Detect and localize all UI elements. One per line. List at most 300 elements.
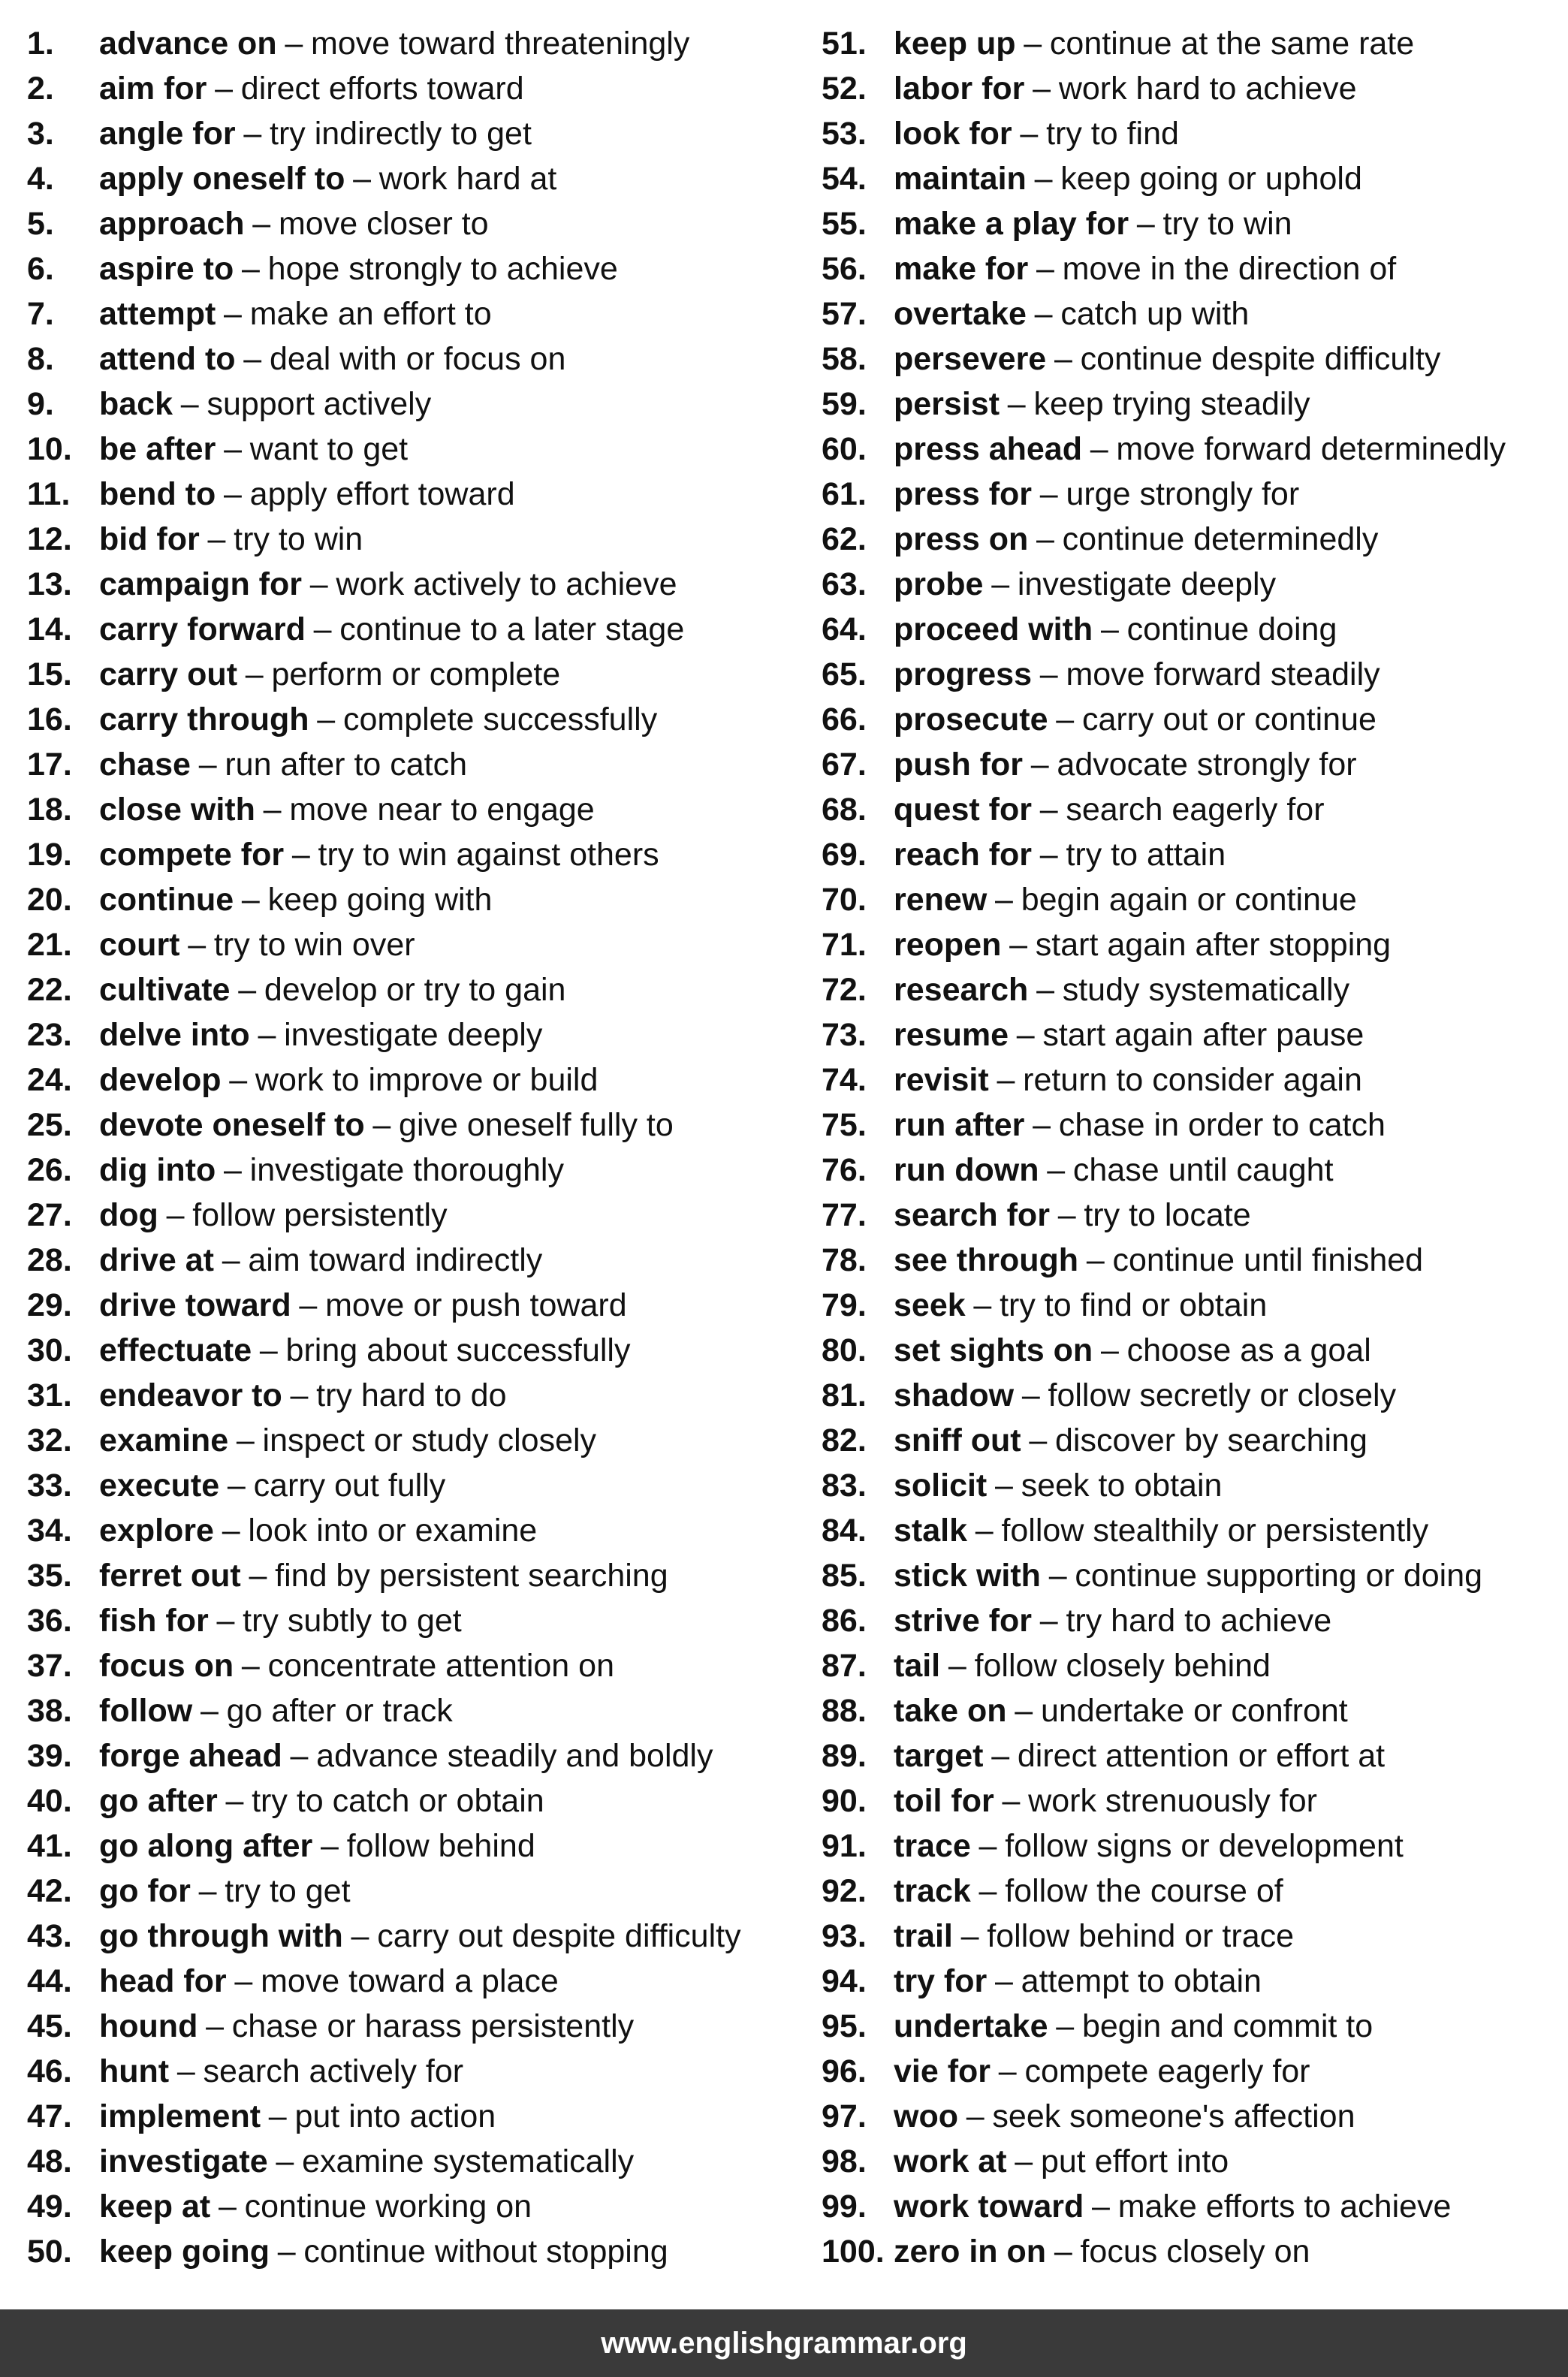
item-number: 27. bbox=[27, 1197, 72, 1233]
item-text bbox=[99, 1508, 537, 1553]
item-text bbox=[894, 1643, 1271, 1688]
item-definition: move forward steadily bbox=[1066, 656, 1380, 692]
list-item bbox=[822, 967, 1565, 1012]
item-number: 22. bbox=[27, 972, 72, 1008]
item-text bbox=[894, 1553, 1482, 1598]
item-text bbox=[99, 922, 415, 967]
item-text bbox=[894, 562, 1276, 607]
item-number: 99. bbox=[822, 2188, 867, 2225]
item-definition: follow persistently bbox=[192, 1197, 448, 1233]
item-separator: – bbox=[1015, 1693, 1033, 1729]
item-term: bend to bbox=[99, 476, 216, 512]
item-text bbox=[99, 832, 659, 877]
list-item bbox=[27, 1418, 808, 1463]
item-definition: move or push toward bbox=[325, 1287, 627, 1323]
item-term: probe bbox=[894, 566, 984, 602]
item-definition: concentrate attention on bbox=[267, 1648, 614, 1684]
item-definition: work strenuously for bbox=[1028, 1783, 1317, 1819]
item-text bbox=[99, 1553, 668, 1598]
item-term: search for bbox=[894, 1197, 1050, 1233]
item-term: bid for bbox=[99, 521, 200, 557]
item-text bbox=[99, 2139, 634, 2184]
item-separator: – bbox=[309, 566, 328, 602]
item-separator: – bbox=[238, 972, 257, 1008]
item-term: woo bbox=[894, 2098, 958, 2134]
item-number: 16. bbox=[27, 701, 72, 738]
item-definition: keep going or uphold bbox=[1060, 161, 1362, 197]
item-definition: direct efforts toward bbox=[240, 71, 524, 107]
item-definition: chase or harass persistently bbox=[231, 2008, 635, 2044]
list-item bbox=[27, 562, 808, 607]
item-text bbox=[99, 201, 489, 246]
item-separator: – bbox=[1007, 386, 1026, 422]
item-text bbox=[894, 156, 1362, 201]
item-separator: – bbox=[1033, 71, 1051, 107]
item-separator: – bbox=[975, 1513, 994, 1549]
list-item bbox=[822, 1328, 1565, 1373]
item-definition: focus closely on bbox=[1080, 2234, 1310, 2270]
item-term: dig into bbox=[99, 1152, 216, 1188]
item-text bbox=[894, 201, 1292, 246]
list-item bbox=[27, 2004, 808, 2049]
item-text bbox=[894, 1508, 1428, 1553]
item-text bbox=[894, 246, 1396, 291]
item-separator: – bbox=[176, 2053, 195, 2089]
item-number: 8. bbox=[27, 341, 54, 377]
list-item bbox=[27, 246, 808, 291]
item-text bbox=[99, 967, 565, 1012]
item-definition: work hard to achieve bbox=[1058, 71, 1357, 107]
item-separator: – bbox=[1033, 1107, 1051, 1143]
list-item bbox=[27, 1823, 808, 1869]
item-separator: – bbox=[299, 1287, 318, 1323]
item-definition: continue doing bbox=[1126, 611, 1337, 647]
list-item bbox=[822, 472, 1565, 517]
item-separator: – bbox=[276, 2143, 294, 2179]
item-text bbox=[894, 2004, 1373, 2049]
item-term: press for bbox=[894, 476, 1033, 512]
item-separator: – bbox=[224, 476, 242, 512]
item-term: prosecute bbox=[894, 701, 1048, 738]
item-term: investigate bbox=[99, 2143, 268, 2179]
item-definition: seek to obtain bbox=[1021, 1468, 1223, 1504]
item-definition: start again after pause bbox=[1042, 1017, 1364, 1053]
item-text bbox=[99, 1103, 674, 1148]
item-term: back bbox=[99, 386, 173, 422]
list-item bbox=[822, 2139, 1565, 2184]
item-definition: try to win against others bbox=[318, 837, 659, 873]
list-item bbox=[822, 336, 1565, 382]
item-separator: – bbox=[372, 1107, 391, 1143]
item-definition: chase in order to catch bbox=[1058, 1107, 1386, 1143]
item-text bbox=[99, 1688, 453, 1733]
item-term: toil for bbox=[894, 1783, 994, 1819]
item-text bbox=[894, 336, 1440, 382]
item-term: ferret out bbox=[99, 1558, 241, 1594]
item-text bbox=[99, 1823, 535, 1869]
item-term: make for bbox=[894, 251, 1029, 287]
item-term: go after bbox=[99, 1783, 218, 1819]
item-number: 18. bbox=[27, 792, 72, 828]
item-separator: – bbox=[166, 1197, 185, 1233]
item-separator: – bbox=[1009, 927, 1028, 963]
item-number: 76. bbox=[822, 1152, 867, 1188]
item-text bbox=[894, 1193, 1251, 1238]
item-term: revisit bbox=[894, 1062, 989, 1098]
item-term: go along after bbox=[99, 1828, 313, 1864]
item-term: press ahead bbox=[894, 431, 1082, 467]
list-item bbox=[27, 1463, 808, 1508]
item-term: angle for bbox=[99, 116, 236, 152]
item-separator: – bbox=[1039, 792, 1058, 828]
list-item bbox=[27, 1598, 808, 1643]
list-item bbox=[822, 1463, 1565, 1508]
item-term: drive at bbox=[99, 1242, 214, 1278]
item-separator: – bbox=[1048, 1558, 1067, 1594]
item-number: 100. bbox=[822, 2234, 885, 2270]
item-definition: follow secretly or closely bbox=[1048, 1377, 1397, 1413]
item-term: head for bbox=[99, 1963, 227, 1999]
item-term: go through with bbox=[99, 1918, 343, 1954]
item-number: 91. bbox=[822, 1828, 867, 1864]
list-item bbox=[27, 1328, 808, 1373]
item-separator: – bbox=[258, 1017, 276, 1053]
item-separator: – bbox=[243, 116, 262, 152]
list-item bbox=[822, 1057, 1565, 1103]
item-number: 45. bbox=[27, 2008, 72, 2044]
item-definition: advocate strongly for bbox=[1057, 747, 1357, 783]
item-separator: – bbox=[236, 1422, 255, 1458]
item-separator: – bbox=[241, 251, 260, 287]
item-text bbox=[894, 2094, 1355, 2139]
item-separator: – bbox=[1047, 1152, 1066, 1188]
item-text bbox=[99, 1193, 448, 1238]
item-definition: move toward a place bbox=[261, 1963, 559, 1999]
list-item bbox=[27, 832, 808, 877]
item-number: 86. bbox=[822, 1603, 867, 1639]
list-item bbox=[822, 1193, 1565, 1238]
item-definition: follow closely behind bbox=[974, 1648, 1271, 1684]
item-term: examine bbox=[99, 1422, 229, 1458]
item-separator: – bbox=[241, 1648, 260, 1684]
item-number: 2. bbox=[27, 71, 54, 107]
list-item bbox=[27, 1193, 808, 1238]
item-text bbox=[894, 742, 1357, 787]
item-number: 81. bbox=[822, 1377, 867, 1413]
item-definition: make an effort to bbox=[249, 296, 492, 332]
item-term: focus on bbox=[99, 1648, 234, 1684]
item-definition: direct attention or effort at bbox=[1017, 1738, 1386, 1774]
item-definition: seek someone's affection bbox=[992, 2098, 1355, 2134]
item-definition: find by persistent searching bbox=[275, 1558, 668, 1594]
item-term: tail bbox=[894, 1648, 941, 1684]
item-definition: continue working on bbox=[244, 2188, 532, 2225]
item-definition: follow the course of bbox=[1005, 1873, 1283, 1909]
item-text bbox=[894, 922, 1391, 967]
item-number: 31. bbox=[27, 1377, 72, 1413]
item-number: 55. bbox=[822, 206, 867, 242]
item-text bbox=[99, 291, 492, 336]
item-definition: try hard to do bbox=[316, 1377, 507, 1413]
list-item bbox=[822, 1148, 1565, 1193]
item-number: 32. bbox=[27, 1422, 72, 1458]
item-definition: apply effort toward bbox=[249, 476, 515, 512]
list-item bbox=[822, 1643, 1565, 1688]
item-term: attempt bbox=[99, 296, 216, 332]
item-definition: compete eagerly for bbox=[1024, 2053, 1310, 2089]
item-separator: – bbox=[313, 611, 332, 647]
list-item bbox=[822, 2184, 1565, 2229]
item-text bbox=[894, 1238, 1423, 1283]
item-number: 14. bbox=[27, 611, 72, 647]
item-number: 29. bbox=[27, 1287, 72, 1323]
item-text bbox=[99, 21, 689, 66]
item-text bbox=[894, 382, 1310, 427]
list-item bbox=[27, 742, 808, 787]
item-term: zero in on bbox=[894, 2234, 1047, 2270]
item-number: 28. bbox=[27, 1242, 72, 1278]
list-item bbox=[822, 2049, 1565, 2094]
item-number: 60. bbox=[822, 431, 867, 467]
item-definition: complete successfully bbox=[342, 701, 658, 738]
item-term: trail bbox=[894, 1918, 953, 1954]
item-definition: move in the direction of bbox=[1062, 251, 1397, 287]
item-text bbox=[894, 877, 1357, 922]
item-text bbox=[99, 1598, 462, 1643]
item-definition: carry out fully bbox=[253, 1468, 446, 1504]
item-separator: – bbox=[1100, 1332, 1119, 1368]
item-separator: – bbox=[234, 1963, 253, 1999]
item-definition: put effort into bbox=[1040, 2143, 1229, 2179]
item-term: solicit bbox=[894, 1468, 988, 1504]
item-text bbox=[99, 877, 492, 922]
item-number: 80. bbox=[822, 1332, 867, 1368]
item-term: endeavor to bbox=[99, 1377, 282, 1413]
item-text bbox=[99, 1959, 559, 2004]
item-text bbox=[99, 427, 408, 472]
item-text bbox=[99, 607, 684, 652]
item-text bbox=[894, 291, 1249, 336]
item-separator: – bbox=[198, 1873, 217, 1909]
item-term: campaign for bbox=[99, 566, 302, 602]
item-definition: attempt to obtain bbox=[1021, 1963, 1262, 1999]
item-text bbox=[99, 1057, 598, 1103]
list-item bbox=[822, 1373, 1565, 1418]
list-item bbox=[27, 922, 808, 967]
list-item bbox=[822, 1553, 1565, 1598]
item-separator: – bbox=[978, 1828, 997, 1864]
item-separator: – bbox=[243, 341, 262, 377]
list-item bbox=[27, 1688, 808, 1733]
item-definition: catch up with bbox=[1060, 296, 1250, 332]
item-separator: – bbox=[200, 1693, 219, 1729]
item-text bbox=[894, 2049, 1310, 2094]
item-separator: – bbox=[218, 2188, 237, 2225]
item-separator: – bbox=[991, 566, 1010, 602]
list-item bbox=[27, 1643, 808, 1688]
item-term: labor for bbox=[894, 71, 1025, 107]
item-definition: discover by searching bbox=[1055, 1422, 1367, 1458]
item-separator: – bbox=[997, 1062, 1015, 1098]
item-separator: – bbox=[1036, 251, 1054, 287]
item-definition: search actively for bbox=[203, 2053, 464, 2089]
list-item bbox=[822, 291, 1565, 336]
list-item bbox=[822, 832, 1565, 877]
item-number: 66. bbox=[822, 701, 867, 738]
list-item bbox=[27, 607, 808, 652]
item-number: 64. bbox=[822, 611, 867, 647]
item-term: close with bbox=[99, 792, 255, 828]
list-item bbox=[27, 1778, 808, 1823]
item-separator: – bbox=[1039, 1603, 1058, 1639]
item-definition: try indirectly to get bbox=[270, 116, 532, 152]
list-item bbox=[27, 967, 808, 1012]
item-number: 89. bbox=[822, 1738, 867, 1774]
item-definition: try to win bbox=[234, 521, 363, 557]
item-definition: develop or try to gain bbox=[264, 972, 566, 1008]
list-item bbox=[27, 1553, 808, 1598]
item-definition: move closer to bbox=[278, 206, 489, 242]
item-separator: – bbox=[351, 1918, 369, 1954]
item-text bbox=[894, 1598, 1331, 1643]
item-term: carry through bbox=[99, 701, 309, 738]
item-definition: work to improve or build bbox=[255, 1062, 599, 1098]
item-number: 63. bbox=[822, 566, 867, 602]
item-separator: – bbox=[259, 1332, 278, 1368]
item-separator: – bbox=[245, 656, 264, 692]
footer-website-link[interactable]: www.englishgrammar.org bbox=[601, 2326, 967, 2360]
item-separator: – bbox=[241, 882, 260, 918]
item-text bbox=[894, 1373, 1396, 1418]
item-separator: – bbox=[948, 1648, 966, 1684]
item-number: 34. bbox=[27, 1513, 72, 1549]
item-number: 37. bbox=[27, 1648, 72, 1684]
item-term: run down bbox=[894, 1152, 1039, 1188]
item-text bbox=[99, 472, 515, 517]
item-separator: – bbox=[994, 1963, 1013, 1999]
list-item bbox=[822, 21, 1565, 66]
item-text bbox=[894, 1328, 1371, 1373]
item-definition: continue without stopping bbox=[303, 2234, 668, 2270]
list-item bbox=[27, 1869, 808, 1914]
item-definition: deal with or focus on bbox=[269, 341, 566, 377]
list-item bbox=[822, 1012, 1565, 1057]
item-separator: – bbox=[206, 2008, 225, 2044]
list-item bbox=[822, 562, 1565, 607]
item-separator: – bbox=[998, 2053, 1017, 2089]
item-text bbox=[894, 652, 1380, 697]
item-definition: try to win bbox=[1162, 206, 1292, 242]
list-item bbox=[27, 697, 808, 742]
item-number: 92. bbox=[822, 1873, 867, 1909]
item-separator: – bbox=[290, 1377, 309, 1413]
item-text bbox=[894, 1103, 1386, 1148]
item-separator: – bbox=[1039, 837, 1058, 873]
item-number: 36. bbox=[27, 1603, 72, 1639]
item-term: try for bbox=[894, 1963, 988, 1999]
item-separator: – bbox=[991, 1738, 1010, 1774]
list-item bbox=[27, 66, 808, 111]
item-text bbox=[894, 1914, 1294, 1959]
item-separator: – bbox=[1086, 1242, 1105, 1278]
item-number: 84. bbox=[822, 1513, 867, 1549]
item-term: overtake bbox=[894, 296, 1027, 332]
item-separator: – bbox=[285, 26, 303, 62]
list-item bbox=[27, 1238, 808, 1283]
item-term: trace bbox=[894, 1828, 971, 1864]
item-definition: continue to a later stage bbox=[339, 611, 685, 647]
item-separator: – bbox=[1036, 521, 1054, 557]
item-separator: – bbox=[222, 1513, 240, 1549]
item-definition: search eagerly for bbox=[1066, 792, 1325, 828]
item-definition: work hard at bbox=[378, 161, 557, 197]
item-number: 85. bbox=[822, 1558, 867, 1594]
item-term: carry out bbox=[99, 656, 238, 692]
item-text bbox=[99, 66, 524, 111]
item-term: keep up bbox=[894, 26, 1016, 62]
item-text bbox=[99, 336, 565, 382]
list-item bbox=[27, 1508, 808, 1553]
item-separator: – bbox=[223, 1152, 242, 1188]
item-text bbox=[99, 382, 431, 427]
item-text bbox=[894, 1463, 1222, 1508]
item-number: 58. bbox=[822, 341, 867, 377]
item-term: keep going bbox=[99, 2234, 270, 2270]
item-number: 90. bbox=[822, 1783, 867, 1819]
item-separator: – bbox=[995, 882, 1013, 918]
item-number: 50. bbox=[27, 2234, 72, 2270]
item-text bbox=[99, 1418, 596, 1463]
item-number: 7. bbox=[27, 296, 54, 332]
list-item bbox=[27, 201, 808, 246]
item-number: 38. bbox=[27, 1693, 72, 1729]
item-number: 33. bbox=[27, 1468, 72, 1504]
item-separator: – bbox=[1039, 476, 1058, 512]
item-number: 77. bbox=[822, 1197, 867, 1233]
item-term: sniff out bbox=[894, 1422, 1021, 1458]
item-number: 83. bbox=[822, 1468, 867, 1504]
item-definition: undertake or confront bbox=[1040, 1693, 1348, 1729]
item-text bbox=[99, 1869, 351, 1914]
list-item bbox=[27, 336, 808, 382]
item-term: carry forward bbox=[99, 611, 306, 647]
list-item bbox=[27, 2094, 808, 2139]
item-number: 68. bbox=[822, 792, 867, 828]
item-term: set sights on bbox=[894, 1332, 1093, 1368]
item-separator: – bbox=[960, 1918, 979, 1954]
item-number: 67. bbox=[822, 747, 867, 783]
item-definition: continue until finished bbox=[1112, 1242, 1424, 1278]
item-term: court bbox=[99, 927, 180, 963]
item-text bbox=[894, 1057, 1362, 1103]
item-text bbox=[894, 1959, 1262, 2004]
item-number: 35. bbox=[27, 1558, 72, 1594]
item-text bbox=[99, 1148, 564, 1193]
list-item bbox=[822, 787, 1565, 832]
item-term: fish for bbox=[99, 1603, 209, 1639]
item-separator: – bbox=[249, 1558, 267, 1594]
item-term: renew bbox=[894, 882, 988, 918]
item-definition: make efforts to achieve bbox=[1117, 2188, 1452, 2225]
list-item bbox=[822, 1508, 1565, 1553]
item-term: work at bbox=[894, 2143, 1007, 2179]
item-term: aim for bbox=[99, 71, 207, 107]
item-definition: try to get bbox=[225, 1873, 351, 1909]
item-text bbox=[99, 1012, 542, 1057]
item-term: see through bbox=[894, 1242, 1079, 1278]
item-text bbox=[99, 1283, 627, 1328]
item-term: approach bbox=[99, 206, 245, 242]
